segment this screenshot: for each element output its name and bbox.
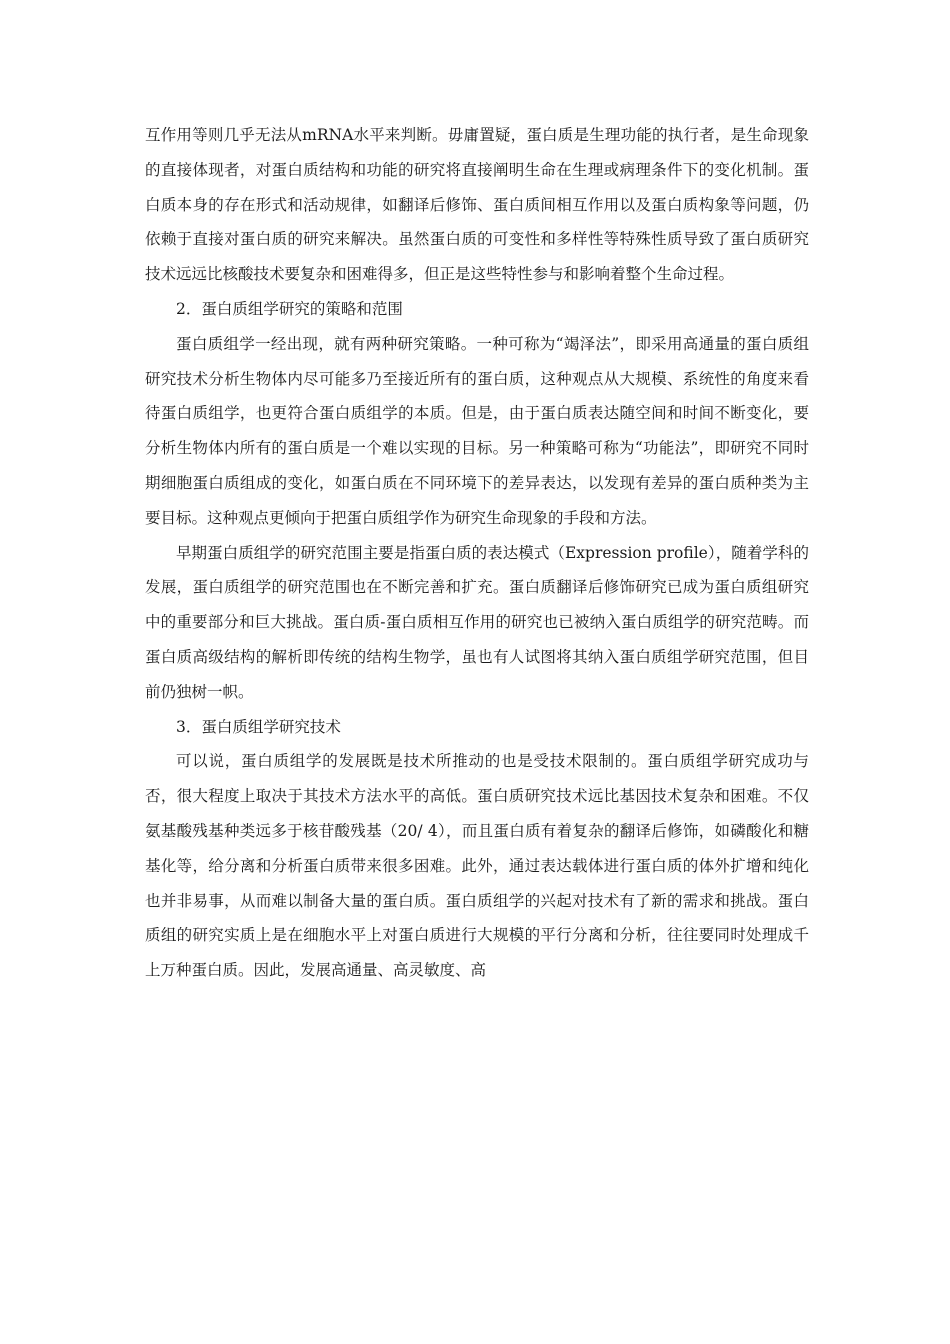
section-heading-techniques: 3．蛋白质组学研究技术	[176, 717, 341, 736]
section-heading-strategy-scope: 2．蛋白质组学研究的策略和范围	[176, 299, 403, 318]
paragraph-techniques: 可以说，蛋白质组学的发展既是技术所推动的也是受技术限制的。蛋白质组学研究成功与否，很大程度上取决于其技术方法水平的高低。蛋白质研究技术远比基因技术复杂和困难。不仅氨基酸残基种类远多于核苷酸残基（20/ 4），而且蛋白质有着复杂的翻译后修饰，如磷酸化和糖基化等，给分离和分析蛋白质带来很多困难。此外，通过表达载体进行蛋白质的体外扩增和纯化也并非易事，从而难以制备大量的蛋白质。蛋白质组学的兴起对技术有了新的需求和挑战。蛋白质组的研究实质上是在细胞水平上对蛋白质进行大规模的平行分离和分析，往往要同时处理成千上万种蛋白质。因此，发展高通量、高灵敏度、高	[145, 752, 809, 980]
document-body	[145, 118, 809, 988]
paragraph-continuation: 互作用等则几乎无法从mRNA水平来判断。毋庸置疑，蛋白质是生理功能的执行者，是生命现象的直接体现者，对蛋白质结构和功能的研究将直接阐明生命在生理或病理条件下的变化机制。蛋白质本身的存在形式和活动规律，如翻译后修饰、蛋白质间相互作用以及蛋白质构象等问题，仍依赖于直接对蛋白质的研究来解决。虽然蛋白质的可变性和多样性等特殊性质导致了蛋白质研究技术远远比核酸技术要复杂和困难得多，但正是这些特性参与和影响着整个生命过程。	[145, 126, 809, 284]
paragraph-strategies: 蛋白质组学一经出现，就有两种研究策略。一种可称为“竭泽法”，即采用高通量的蛋白质组研究技术分析生物体内尽可能多乃至接近所有的蛋白质，这种观点从大规模、系统性的角度来看待蛋白质组学，也更符合蛋白质组学的本质。但是，由于蛋白质表达随空间和时间不断变化，要分析生物体内所有的蛋白质是一个难以实现的目标。另一种策略可称为“功能法”，即研究不同时期细胞蛋白质组成的变化，如蛋白质在不同环境下的差异表达，以发现有差异的蛋白质种类为主要目标。这种观点更倾向于把蛋白质组学作为研究生命现象的手段和方法。	[145, 334, 809, 527]
paragraph-research-scope: 早期蛋白质组学的研究范围主要是指蛋白质的表达模式（Expression profile），随着学科的发展，蛋白质组学的研究范围也在不断完善和扩充。蛋白质翻译后修饰研究已成为蛋白质组研究中的重要部分和巨大挑战。蛋白质-蛋白质相互作用的研究也已被纳入蛋白质组学的研究范畴。而蛋白质高级结构的解析即传统的结构生物学，虽也有人试图将其纳入蛋白质组学研究范围，但目前仍独树一帜。	[145, 543, 809, 701]
